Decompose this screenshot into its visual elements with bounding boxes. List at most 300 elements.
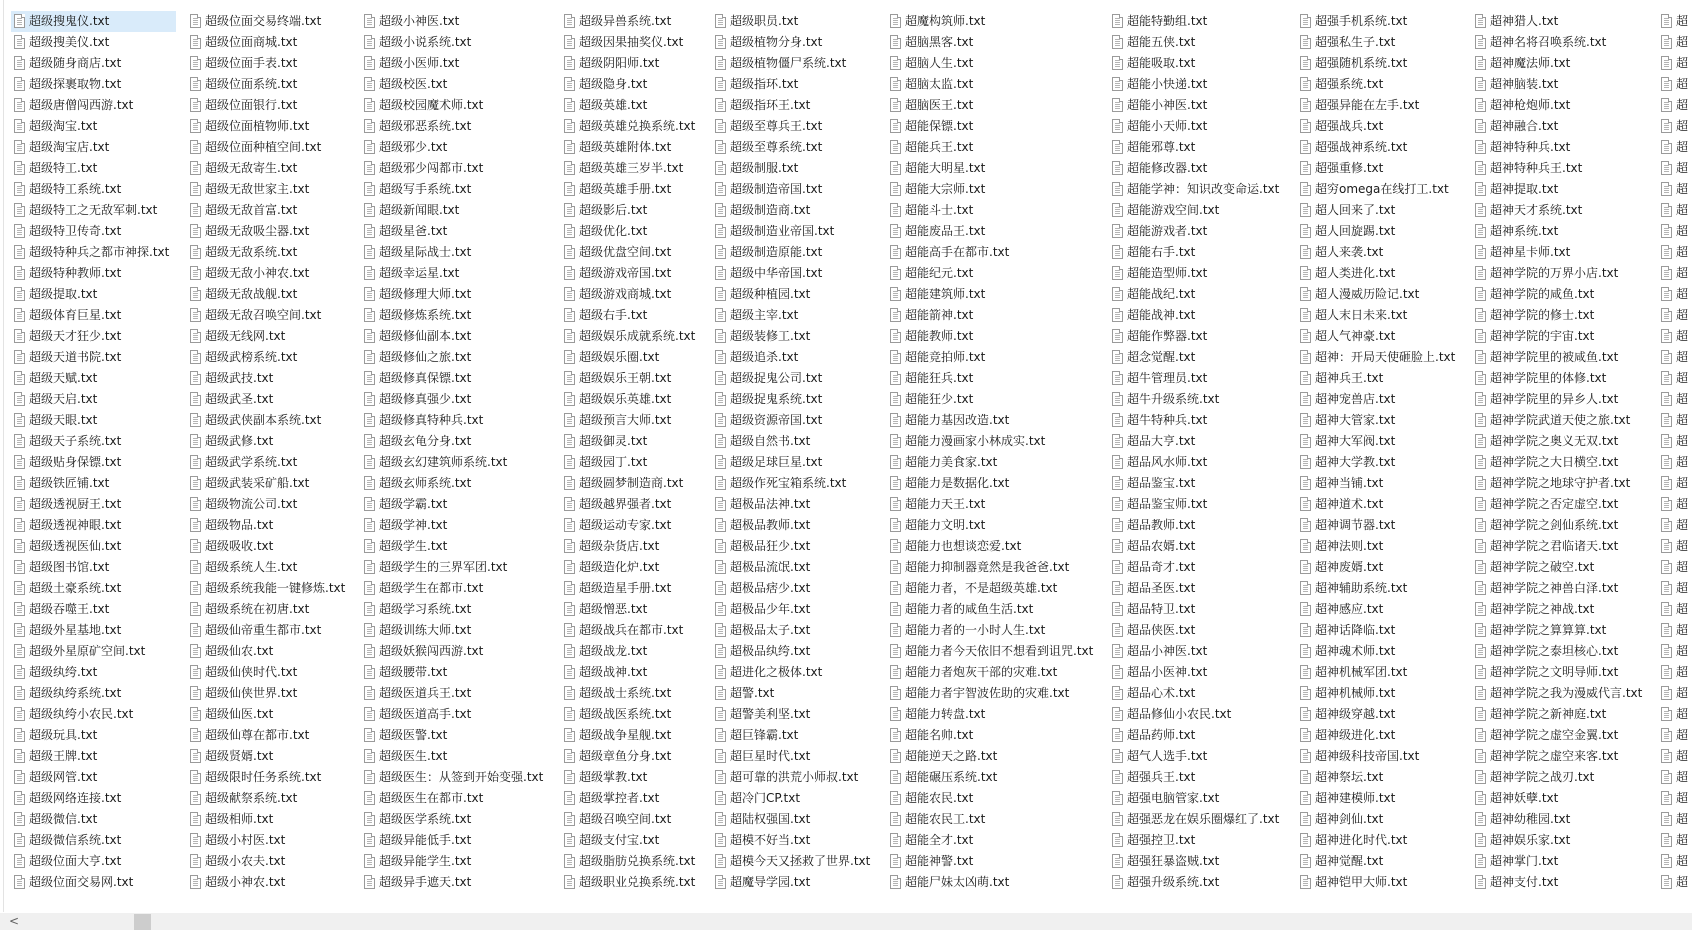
- file-item[interactable]: [361, 851, 472, 872]
- file-item[interactable]: [11, 410, 98, 431]
- file-item[interactable]: [712, 662, 823, 683]
- file-item[interactable]: [1658, 578, 1689, 599]
- file-item[interactable]: [561, 830, 660, 851]
- file-item[interactable]: [1472, 725, 1619, 746]
- file-item[interactable]: [1472, 452, 1619, 473]
- file-item[interactable]: [887, 515, 986, 536]
- file-item[interactable]: [1658, 74, 1689, 95]
- scrollbar-thumb[interactable]: [134, 914, 151, 930]
- file-item[interactable]: [1658, 347, 1689, 368]
- file-item[interactable]: [712, 347, 799, 368]
- file-item[interactable]: [11, 32, 110, 53]
- file-item[interactable]: [712, 494, 811, 515]
- file-item[interactable]: [887, 347, 986, 368]
- file-item[interactable]: [1109, 746, 1208, 767]
- file-item[interactable]: [887, 116, 974, 137]
- file-item[interactable]: [1658, 137, 1689, 158]
- file-item[interactable]: [361, 473, 472, 494]
- file-item[interactable]: [11, 662, 98, 683]
- file-item[interactable]: [712, 515, 811, 536]
- file-item[interactable]: [1109, 620, 1196, 641]
- file-item[interactable]: [11, 137, 110, 158]
- file-item[interactable]: [1297, 473, 1384, 494]
- file-item[interactable]: [561, 536, 660, 557]
- file-item[interactable]: [11, 305, 122, 326]
- file-item[interactable]: [712, 851, 871, 872]
- file-item[interactable]: [887, 11, 986, 32]
- file-item[interactable]: [1297, 557, 1384, 578]
- file-item[interactable]: [1297, 809, 1384, 830]
- file-item[interactable]: [11, 746, 98, 767]
- file-item[interactable]: [561, 515, 672, 536]
- file-item[interactable]: [1472, 410, 1631, 431]
- file-item[interactable]: [11, 473, 110, 494]
- file-item[interactable]: [187, 851, 286, 872]
- file-item[interactable]: [561, 347, 660, 368]
- file-item[interactable]: [887, 557, 1070, 578]
- file-item[interactable]: [887, 872, 1010, 893]
- file-item[interactable]: [361, 704, 472, 725]
- file-item[interactable]: [11, 389, 98, 410]
- file-item[interactable]: [887, 494, 986, 515]
- file-item[interactable]: [561, 263, 672, 284]
- file-item[interactable]: [1472, 578, 1619, 599]
- file-item[interactable]: [1109, 515, 1196, 536]
- file-item[interactable]: [1658, 830, 1689, 851]
- file-item[interactable]: [1297, 851, 1384, 872]
- file-item[interactable]: [1109, 326, 1208, 347]
- file-item[interactable]: [187, 116, 310, 137]
- file-item[interactable]: [1658, 683, 1689, 704]
- file-item[interactable]: [11, 11, 176, 32]
- file-item[interactable]: [11, 788, 122, 809]
- file-item[interactable]: [1472, 305, 1595, 326]
- file-item[interactable]: [11, 809, 98, 830]
- file-item[interactable]: [11, 578, 122, 599]
- file-item[interactable]: [887, 662, 1058, 683]
- file-item[interactable]: [361, 410, 484, 431]
- file-item[interactable]: [712, 809, 811, 830]
- file-item[interactable]: [712, 599, 811, 620]
- file-item[interactable]: [11, 221, 122, 242]
- file-item[interactable]: [187, 515, 274, 536]
- file-item[interactable]: [1472, 284, 1595, 305]
- scroll-left-arrow-icon[interactable]: <: [8, 914, 20, 928]
- file-item[interactable]: [187, 557, 298, 578]
- file-item[interactable]: [11, 725, 98, 746]
- file-item[interactable]: [561, 725, 672, 746]
- file-item[interactable]: [187, 620, 322, 641]
- file-item[interactable]: [887, 767, 998, 788]
- file-item[interactable]: [1472, 536, 1619, 557]
- file-item[interactable]: [712, 557, 811, 578]
- file-item[interactable]: [1658, 284, 1689, 305]
- file-item[interactable]: [1472, 32, 1607, 53]
- file-item[interactable]: [187, 473, 310, 494]
- file-item[interactable]: [1297, 431, 1396, 452]
- file-item[interactable]: [1658, 326, 1689, 347]
- file-item[interactable]: [187, 368, 274, 389]
- file-item[interactable]: [1297, 536, 1384, 557]
- file-item[interactable]: [1109, 389, 1220, 410]
- file-item[interactable]: [11, 494, 122, 515]
- file-item[interactable]: [887, 242, 1010, 263]
- file-item[interactable]: [1297, 221, 1396, 242]
- file-item[interactable]: [1472, 641, 1619, 662]
- file-item[interactable]: [1297, 872, 1408, 893]
- file-item[interactable]: [361, 830, 472, 851]
- file-item[interactable]: [1472, 830, 1571, 851]
- file-item[interactable]: [1658, 53, 1689, 74]
- file-item[interactable]: [1472, 158, 1583, 179]
- file-item[interactable]: [1109, 158, 1208, 179]
- file-item[interactable]: [1472, 200, 1583, 221]
- file-item[interactable]: [1297, 599, 1384, 620]
- file-item[interactable]: [187, 767, 322, 788]
- file-item[interactable]: [1472, 326, 1595, 347]
- file-item[interactable]: [187, 410, 322, 431]
- file-item[interactable]: [187, 284, 298, 305]
- file-item[interactable]: [712, 284, 811, 305]
- file-item[interactable]: [1109, 221, 1208, 242]
- file-item[interactable]: [887, 95, 974, 116]
- file-item[interactable]: [1109, 32, 1196, 53]
- file-item[interactable]: [187, 305, 322, 326]
- file-item[interactable]: [187, 494, 298, 515]
- file-item[interactable]: [361, 11, 460, 32]
- file-item[interactable]: [1109, 431, 1196, 452]
- file-item[interactable]: [712, 830, 811, 851]
- file-item[interactable]: [361, 74, 448, 95]
- file-item[interactable]: [1297, 284, 1420, 305]
- file-item[interactable]: [712, 32, 823, 53]
- file-item[interactable]: [1109, 11, 1208, 32]
- file-item[interactable]: [1472, 851, 1559, 872]
- file-item[interactable]: [1297, 620, 1396, 641]
- file-item[interactable]: [561, 179, 672, 200]
- file-item[interactable]: [712, 536, 811, 557]
- file-item[interactable]: [1297, 53, 1408, 74]
- file-item[interactable]: [1109, 137, 1196, 158]
- file-item[interactable]: [11, 620, 122, 641]
- file-item[interactable]: [561, 746, 672, 767]
- file-item[interactable]: [712, 389, 823, 410]
- file-item[interactable]: [1472, 389, 1619, 410]
- file-item[interactable]: [1297, 368, 1384, 389]
- file-item[interactable]: [561, 599, 648, 620]
- file-item[interactable]: [361, 599, 472, 620]
- file-item[interactable]: [361, 746, 448, 767]
- file-item[interactable]: [187, 809, 274, 830]
- file-item[interactable]: [1297, 326, 1396, 347]
- file-item[interactable]: [361, 578, 484, 599]
- file-item[interactable]: [887, 830, 974, 851]
- file-item[interactable]: [1658, 704, 1689, 725]
- file-item[interactable]: [1472, 74, 1559, 95]
- file-item[interactable]: [187, 242, 298, 263]
- file-item[interactable]: [561, 389, 672, 410]
- file-item[interactable]: [11, 830, 122, 851]
- file-item[interactable]: [1109, 368, 1208, 389]
- file-item[interactable]: [887, 473, 1010, 494]
- file-item[interactable]: [887, 284, 986, 305]
- file-item[interactable]: [887, 452, 998, 473]
- file-item[interactable]: [187, 452, 298, 473]
- file-item[interactable]: [1658, 851, 1689, 872]
- file-item[interactable]: [887, 410, 1010, 431]
- file-item[interactable]: [561, 788, 660, 809]
- file-item[interactable]: [561, 872, 696, 893]
- file-item[interactable]: [1297, 641, 1396, 662]
- file-item[interactable]: [187, 578, 346, 599]
- file-item[interactable]: [1658, 368, 1689, 389]
- file-item[interactable]: [1297, 578, 1408, 599]
- file-item[interactable]: [361, 95, 484, 116]
- file-item[interactable]: [712, 452, 823, 473]
- file-item[interactable]: [1297, 179, 1449, 200]
- file-item[interactable]: [561, 200, 648, 221]
- file-item[interactable]: [1472, 683, 1643, 704]
- file-item[interactable]: [361, 662, 448, 683]
- file-item[interactable]: [187, 74, 298, 95]
- file-item[interactable]: [1297, 263, 1396, 284]
- file-item[interactable]: [361, 452, 508, 473]
- file-item[interactable]: [1658, 767, 1689, 788]
- file-item[interactable]: [712, 200, 811, 221]
- file-item[interactable]: [712, 242, 823, 263]
- file-item[interactable]: [1109, 473, 1196, 494]
- file-item[interactable]: [1297, 137, 1408, 158]
- file-item[interactable]: [1658, 410, 1689, 431]
- file-item[interactable]: [361, 515, 448, 536]
- file-item[interactable]: [1658, 746, 1689, 767]
- file-item[interactable]: [561, 662, 648, 683]
- file-item[interactable]: [712, 473, 847, 494]
- file-item[interactable]: [1472, 620, 1607, 641]
- file-item[interactable]: [1658, 95, 1689, 116]
- file-item[interactable]: [1297, 704, 1396, 725]
- file-item[interactable]: [887, 746, 998, 767]
- file-item[interactable]: [187, 158, 298, 179]
- file-item[interactable]: [1472, 767, 1595, 788]
- file-item[interactable]: [561, 494, 672, 515]
- file-item[interactable]: [887, 368, 974, 389]
- file-item[interactable]: [187, 431, 274, 452]
- file-item[interactable]: [1658, 242, 1689, 263]
- file-item[interactable]: [361, 200, 460, 221]
- file-item[interactable]: [1658, 599, 1689, 620]
- file-item[interactable]: [1472, 11, 1559, 32]
- file-item[interactable]: [712, 746, 811, 767]
- file-item[interactable]: [561, 116, 696, 137]
- file-item[interactable]: [11, 326, 122, 347]
- file-item[interactable]: [561, 578, 672, 599]
- file-item[interactable]: [712, 95, 811, 116]
- file-item[interactable]: [887, 32, 974, 53]
- file-item[interactable]: [187, 662, 298, 683]
- file-item[interactable]: [187, 872, 286, 893]
- file-item[interactable]: [361, 872, 472, 893]
- file-item[interactable]: [887, 431, 1046, 452]
- file-item[interactable]: [361, 305, 472, 326]
- file-item[interactable]: [11, 704, 134, 725]
- file-item[interactable]: [1297, 452, 1396, 473]
- file-item[interactable]: [1472, 557, 1595, 578]
- file-item[interactable]: [1658, 263, 1689, 284]
- file-item[interactable]: [1658, 158, 1689, 179]
- file-item[interactable]: [561, 767, 648, 788]
- file-item[interactable]: [561, 368, 672, 389]
- file-item[interactable]: [712, 788, 801, 809]
- file-item[interactable]: [11, 851, 122, 872]
- file-item[interactable]: [712, 179, 823, 200]
- file-item[interactable]: [712, 263, 823, 284]
- file-item[interactable]: [1472, 53, 1571, 74]
- file-item[interactable]: [712, 620, 811, 641]
- file-item[interactable]: [11, 368, 98, 389]
- file-item[interactable]: [11, 683, 122, 704]
- file-item[interactable]: [887, 158, 986, 179]
- file-item[interactable]: [361, 326, 472, 347]
- file-item[interactable]: [712, 704, 811, 725]
- file-item[interactable]: [1109, 179, 1280, 200]
- file-item[interactable]: [561, 410, 672, 431]
- file-item[interactable]: [1658, 11, 1689, 32]
- file-item[interactable]: [561, 137, 672, 158]
- file-item[interactable]: [187, 599, 310, 620]
- file-item[interactable]: [561, 11, 672, 32]
- file-item[interactable]: [561, 431, 648, 452]
- file-item[interactable]: [712, 683, 775, 704]
- file-item[interactable]: [1109, 53, 1196, 74]
- file-item[interactable]: [361, 53, 460, 74]
- file-item[interactable]: [11, 200, 158, 221]
- file-item[interactable]: [361, 536, 448, 557]
- file-item[interactable]: [1472, 809, 1571, 830]
- file-item[interactable]: [1297, 200, 1396, 221]
- file-item[interactable]: [561, 683, 672, 704]
- file-item[interactable]: [1109, 704, 1232, 725]
- file-item[interactable]: [1658, 809, 1689, 830]
- file-item[interactable]: [1109, 536, 1196, 557]
- file-item[interactable]: [187, 347, 298, 368]
- file-item[interactable]: [11, 641, 146, 662]
- file-item[interactable]: [11, 515, 122, 536]
- file-item[interactable]: [712, 410, 823, 431]
- file-item[interactable]: [1109, 74, 1208, 95]
- file-item[interactable]: [561, 326, 696, 347]
- file-item[interactable]: [1658, 221, 1689, 242]
- file-item[interactable]: [1472, 137, 1571, 158]
- file-item[interactable]: [1297, 683, 1396, 704]
- file-item[interactable]: [887, 536, 1022, 557]
- file-item[interactable]: [361, 221, 448, 242]
- file-item[interactable]: [561, 305, 648, 326]
- file-item[interactable]: [887, 683, 1070, 704]
- file-item[interactable]: [1472, 347, 1619, 368]
- file-item[interactable]: [187, 704, 274, 725]
- file-item[interactable]: [561, 95, 648, 116]
- file-item[interactable]: [1297, 242, 1384, 263]
- file-item[interactable]: [887, 725, 974, 746]
- file-item[interactable]: [1658, 179, 1689, 200]
- file-item[interactable]: [187, 830, 286, 851]
- file-item[interactable]: [187, 11, 322, 32]
- file-item[interactable]: [1658, 641, 1689, 662]
- file-item[interactable]: [712, 74, 799, 95]
- file-item[interactable]: [11, 872, 134, 893]
- file-item[interactable]: [561, 557, 660, 578]
- file-item[interactable]: [887, 641, 1094, 662]
- file-item[interactable]: [361, 494, 448, 515]
- file-item[interactable]: [561, 242, 672, 263]
- file-item[interactable]: [361, 263, 460, 284]
- file-item[interactable]: [1658, 515, 1689, 536]
- file-item[interactable]: [561, 221, 648, 242]
- file-item[interactable]: [11, 158, 98, 179]
- file-item[interactable]: [1297, 32, 1396, 53]
- file-item[interactable]: [187, 683, 298, 704]
- file-item[interactable]: [1297, 662, 1408, 683]
- file-item[interactable]: [1109, 725, 1196, 746]
- file-item[interactable]: [11, 557, 110, 578]
- file-item[interactable]: [1109, 200, 1220, 221]
- file-item[interactable]: [712, 431, 811, 452]
- file-item[interactable]: [1658, 473, 1689, 494]
- file-item[interactable]: [187, 641, 274, 662]
- file-item[interactable]: [887, 599, 1034, 620]
- file-item[interactable]: [1109, 599, 1196, 620]
- file-item[interactable]: [887, 221, 986, 242]
- file-item[interactable]: [11, 599, 110, 620]
- file-item[interactable]: [1658, 662, 1689, 683]
- file-item[interactable]: [361, 242, 472, 263]
- file-item[interactable]: [561, 74, 648, 95]
- file-item[interactable]: [887, 305, 974, 326]
- file-item[interactable]: [1297, 494, 1384, 515]
- file-item[interactable]: [1472, 788, 1559, 809]
- file-item[interactable]: [712, 137, 823, 158]
- file-item[interactable]: [1472, 263, 1619, 284]
- file-item[interactable]: [1109, 116, 1208, 137]
- file-item[interactable]: [1109, 557, 1196, 578]
- file-item[interactable]: [1658, 431, 1689, 452]
- file-item[interactable]: [11, 242, 170, 263]
- file-item[interactable]: [361, 641, 484, 662]
- file-item[interactable]: [1472, 494, 1619, 515]
- file-item[interactable]: [187, 221, 310, 242]
- file-item[interactable]: [1109, 788, 1220, 809]
- file-item[interactable]: [187, 95, 298, 116]
- file-item[interactable]: [1658, 389, 1689, 410]
- file-item[interactable]: [187, 746, 274, 767]
- file-item[interactable]: [1472, 368, 1607, 389]
- file-item[interactable]: [1109, 347, 1196, 368]
- file-item[interactable]: [1472, 179, 1559, 200]
- file-item[interactable]: [1658, 452, 1689, 473]
- file-item[interactable]: [887, 200, 974, 221]
- file-item[interactable]: [1472, 95, 1571, 116]
- file-item[interactable]: [887, 263, 974, 284]
- file-item[interactable]: [11, 95, 134, 116]
- file-item[interactable]: [361, 368, 472, 389]
- file-item[interactable]: [1658, 872, 1689, 893]
- file-item[interactable]: [887, 620, 1046, 641]
- file-item[interactable]: [187, 536, 274, 557]
- file-item[interactable]: [1472, 599, 1595, 620]
- file-item[interactable]: [11, 431, 122, 452]
- file-item[interactable]: [1109, 263, 1208, 284]
